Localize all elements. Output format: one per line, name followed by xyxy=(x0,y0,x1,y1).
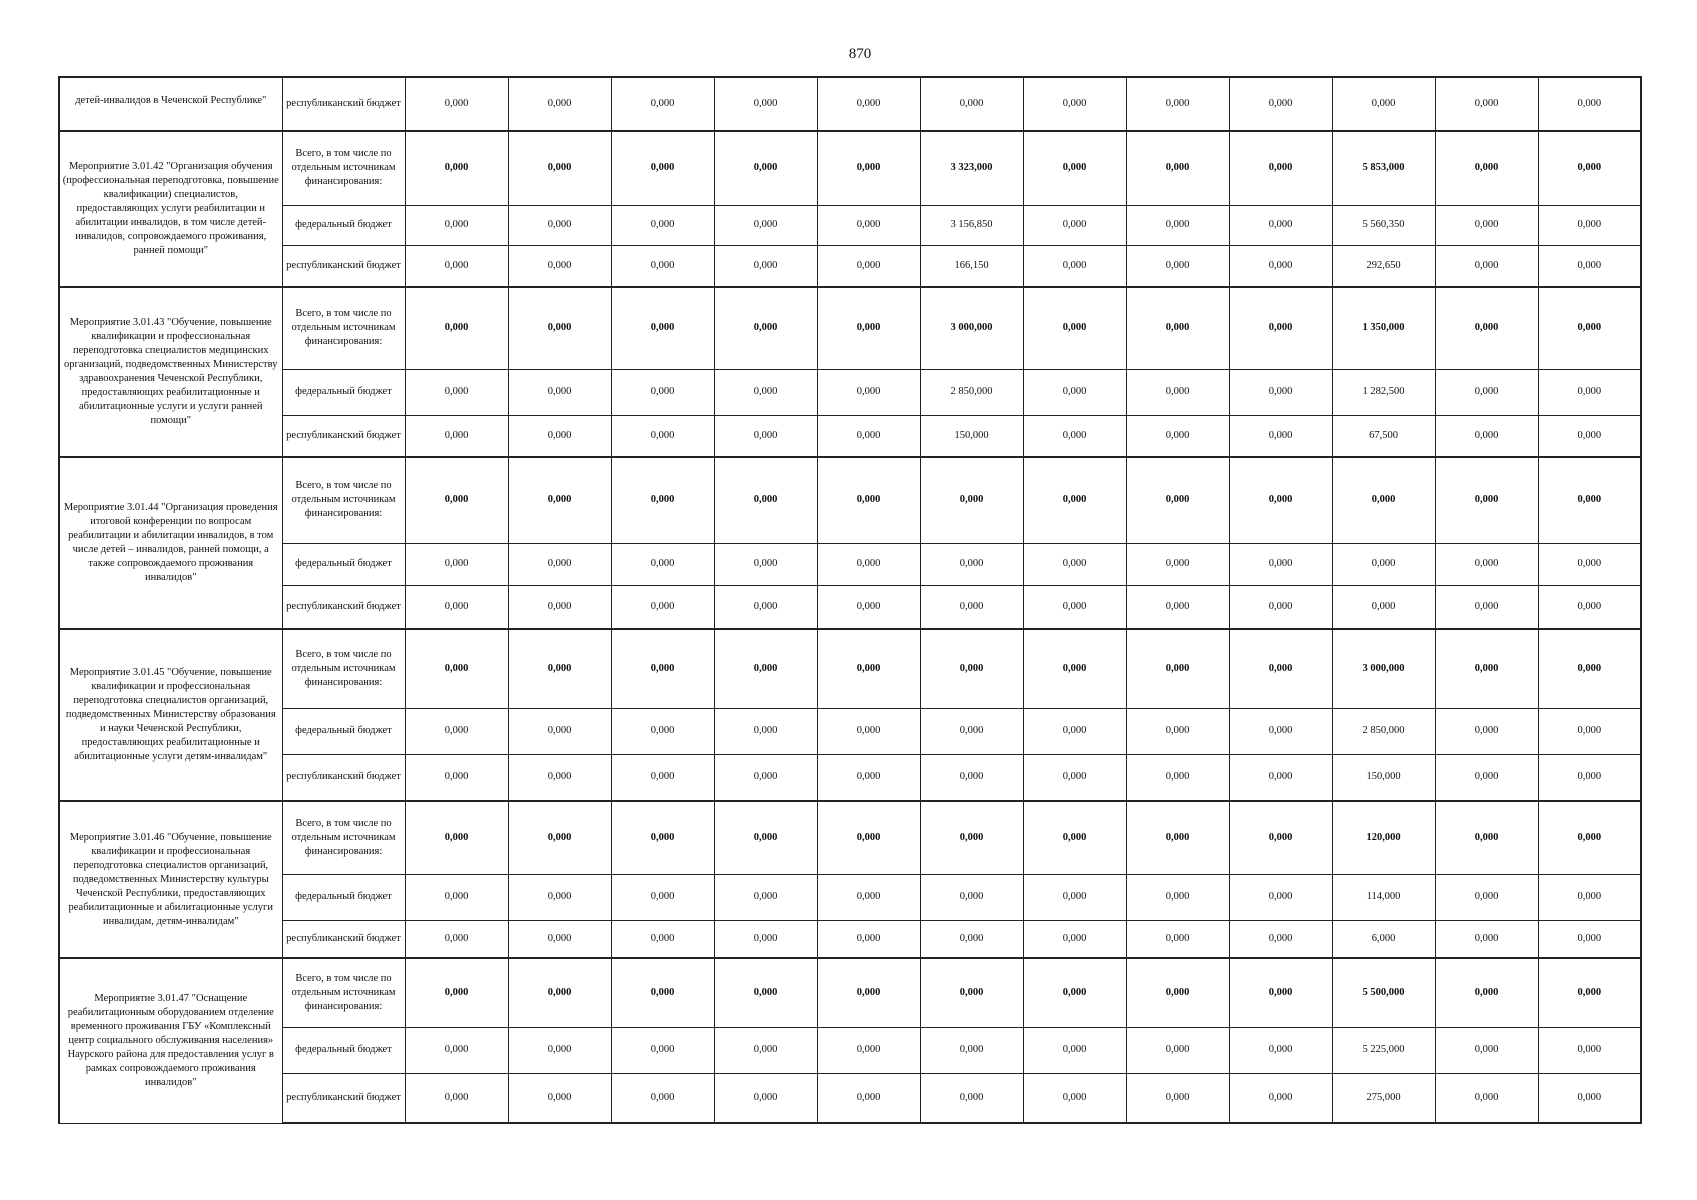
amount-cell: 0,000 xyxy=(508,585,611,629)
amount-cell: 0,000 xyxy=(714,369,817,415)
amount-cell: 0,000 xyxy=(611,457,714,543)
amount-cell: 0,000 xyxy=(508,287,611,369)
amount-cell: 150,000 xyxy=(1332,754,1435,801)
amount-cell: 0,000 xyxy=(508,629,611,708)
amount-cell: 0,000 xyxy=(1538,920,1641,958)
amount-cell: 0,000 xyxy=(1538,205,1641,245)
amount-cell: 0,000 xyxy=(714,415,817,457)
amount-cell: 0,000 xyxy=(714,629,817,708)
amount-cell: 0,000 xyxy=(405,1073,508,1123)
amount-cell: 0,000 xyxy=(1229,245,1332,287)
amount-cell: 5 225,000 xyxy=(1332,1027,1435,1073)
amount-cell: 0,000 xyxy=(1229,369,1332,415)
amount-cell: 0,000 xyxy=(1126,801,1229,874)
amount-cell: 150,000 xyxy=(920,415,1023,457)
financing-table xyxy=(58,76,1642,1124)
amount-cell: 0,000 xyxy=(920,920,1023,958)
amount-cell: 0,000 xyxy=(405,245,508,287)
amount-cell: 0,000 xyxy=(611,245,714,287)
amount-cell: 0,000 xyxy=(1435,77,1538,131)
table-row-total xyxy=(59,287,1641,369)
table-row xyxy=(59,245,1641,287)
funding-source: республиканский бюджет xyxy=(282,77,405,131)
amount-cell: 0,000 xyxy=(1229,205,1332,245)
amount-cell: 0,000 xyxy=(508,1073,611,1123)
amount-cell: 0,000 xyxy=(508,920,611,958)
amount-cell: 0,000 xyxy=(508,369,611,415)
table-row-total xyxy=(59,457,1641,543)
amount-cell: 0,000 xyxy=(1538,754,1641,801)
amount-cell: 0,000 xyxy=(1229,801,1332,874)
amount-cell: 0,000 xyxy=(714,205,817,245)
amount-cell: 0,000 xyxy=(920,754,1023,801)
amount-cell: 0,000 xyxy=(714,874,817,920)
amount-cell: 0,000 xyxy=(920,585,1023,629)
amount-cell: 0,000 xyxy=(1435,1027,1538,1073)
amount-cell: 0,000 xyxy=(1023,457,1126,543)
amount-cell: 0,000 xyxy=(508,415,611,457)
amount-cell: 0,000 xyxy=(1229,77,1332,131)
amount-cell: 0,000 xyxy=(1023,1073,1126,1123)
amount-cell: 0,000 xyxy=(1126,958,1229,1027)
amount-cell: 120,000 xyxy=(1332,801,1435,874)
amount-cell: 0,000 xyxy=(508,958,611,1027)
funding-source: Всего, в том числе по отдельным источникам финансирования: xyxy=(282,131,405,205)
funding-source: Всего, в том числе по отдельным источникам финансирования: xyxy=(282,629,405,708)
table-row xyxy=(59,1073,1641,1123)
amount-cell: 0,000 xyxy=(1126,287,1229,369)
amount-cell: 0,000 xyxy=(1435,543,1538,585)
amount-cell: 0,000 xyxy=(920,543,1023,585)
funding-source: республиканский бюджет xyxy=(282,754,405,801)
amount-cell: 0,000 xyxy=(817,629,920,708)
amount-cell: 0,000 xyxy=(405,629,508,708)
table-row xyxy=(59,205,1641,245)
amount-cell: 0,000 xyxy=(714,801,817,874)
amount-cell: 0,000 xyxy=(1023,1027,1126,1073)
amount-cell: 0,000 xyxy=(1435,205,1538,245)
amount-cell: 0,000 xyxy=(508,245,611,287)
amount-cell: 0,000 xyxy=(1023,287,1126,369)
amount-cell: 0,000 xyxy=(714,1027,817,1073)
amount-cell: 2 850,000 xyxy=(920,369,1023,415)
amount-cell: 0,000 xyxy=(1538,958,1641,1027)
amount-cell: 0,000 xyxy=(1229,1073,1332,1123)
amount-cell: 0,000 xyxy=(405,287,508,369)
amount-cell: 0,000 xyxy=(611,801,714,874)
amount-cell: 0,000 xyxy=(1229,543,1332,585)
amount-cell: 0,000 xyxy=(508,205,611,245)
amount-cell: 0,000 xyxy=(1538,543,1641,585)
amount-cell: 292,650 xyxy=(1332,245,1435,287)
amount-cell: 0,000 xyxy=(611,920,714,958)
amount-cell: 0,000 xyxy=(1023,958,1126,1027)
amount-cell: 0,000 xyxy=(1126,920,1229,958)
amount-cell: 0,000 xyxy=(611,585,714,629)
amount-cell: 0,000 xyxy=(1538,585,1641,629)
amount-cell: 0,000 xyxy=(1538,287,1641,369)
amount-cell: 0,000 xyxy=(1538,131,1641,205)
table-row xyxy=(59,754,1641,801)
amount-cell: 0,000 xyxy=(1538,708,1641,754)
amount-cell: 0,000 xyxy=(714,287,817,369)
amount-cell: 0,000 xyxy=(817,415,920,457)
amount-cell: 0,000 xyxy=(817,958,920,1027)
measure-description xyxy=(59,457,282,629)
amount-cell: 0,000 xyxy=(405,585,508,629)
funding-source: федеральный бюджет xyxy=(282,1027,405,1073)
amount-cell: 3 000,000 xyxy=(920,287,1023,369)
amount-cell: 0,000 xyxy=(817,131,920,205)
amount-cell: 0,000 xyxy=(1126,874,1229,920)
measure-description xyxy=(59,801,282,958)
amount-cell: 0,000 xyxy=(1332,457,1435,543)
amount-cell: 0,000 xyxy=(1126,754,1229,801)
amount-cell: 0,000 xyxy=(1023,543,1126,585)
amount-cell: 0,000 xyxy=(1126,585,1229,629)
table-row xyxy=(59,1027,1641,1073)
table-row xyxy=(59,920,1641,958)
amount-cell: 0,000 xyxy=(817,457,920,543)
amount-cell: 0,000 xyxy=(714,754,817,801)
amount-cell: 0,000 xyxy=(1023,77,1126,131)
funding-source: Всего, в том числе по отдельным источникам финансирования: xyxy=(282,287,405,369)
amount-cell: 0,000 xyxy=(611,958,714,1027)
amount-cell: 0,000 xyxy=(611,754,714,801)
amount-cell: 0,000 xyxy=(817,920,920,958)
amount-cell: 0,000 xyxy=(920,1073,1023,1123)
measure-description xyxy=(59,287,282,457)
amount-cell: 0,000 xyxy=(611,415,714,457)
table-row xyxy=(59,369,1641,415)
amount-cell: 0,000 xyxy=(1435,287,1538,369)
amount-cell: 0,000 xyxy=(817,754,920,801)
amount-cell: 0,000 xyxy=(714,131,817,205)
table-row-total xyxy=(59,958,1641,1027)
amount-cell: 0,000 xyxy=(1229,585,1332,629)
amount-cell: 0,000 xyxy=(405,205,508,245)
amount-cell: 0,000 xyxy=(1538,629,1641,708)
funding-source: республиканский бюджет xyxy=(282,245,405,287)
amount-cell: 0,000 xyxy=(1229,958,1332,1027)
amount-cell: 0,000 xyxy=(405,543,508,585)
amount-cell: 0,000 xyxy=(817,77,920,131)
measure-description-text: Мероприятие 3.01.46 "Обучение, повышение квалификации и профессиональная переподготовка специалистов организаций, подведомственных Министерству культуры Чеченской Республики, предоставляющих реабилитационные и абилитационные услуги инвалидам, детям-инвалидам" xyxy=(68,831,273,927)
table-row xyxy=(59,874,1641,920)
amount-cell: 0,000 xyxy=(405,369,508,415)
amount-cell: 0,000 xyxy=(1126,205,1229,245)
amount-cell: 0,000 xyxy=(1435,874,1538,920)
amount-cell: 0,000 xyxy=(1126,629,1229,708)
amount-cell: 0,000 xyxy=(405,874,508,920)
amount-cell: 0,000 xyxy=(817,245,920,287)
amount-cell: 0,000 xyxy=(405,754,508,801)
amount-cell: 0,000 xyxy=(508,131,611,205)
amount-cell: 1 282,500 xyxy=(1332,369,1435,415)
amount-cell: 0,000 xyxy=(508,874,611,920)
amount-cell: 0,000 xyxy=(920,1027,1023,1073)
amount-cell: 0,000 xyxy=(714,1073,817,1123)
measure-description xyxy=(59,958,282,1123)
amount-cell: 0,000 xyxy=(1126,543,1229,585)
amount-cell: 0,000 xyxy=(508,754,611,801)
funding-source: федеральный бюджет xyxy=(282,708,405,754)
table-row xyxy=(59,415,1641,457)
funding-source: Всего, в том числе по отдельным источникам финансирования: xyxy=(282,958,405,1027)
amount-cell: 0,000 xyxy=(405,708,508,754)
amount-cell: 0,000 xyxy=(1229,1027,1332,1073)
amount-cell: 0,000 xyxy=(1435,415,1538,457)
amount-cell: 6,000 xyxy=(1332,920,1435,958)
amount-cell: 0,000 xyxy=(405,77,508,131)
amount-cell: 0,000 xyxy=(714,708,817,754)
amount-cell: 0,000 xyxy=(1538,1073,1641,1123)
amount-cell: 0,000 xyxy=(611,205,714,245)
amount-cell: 0,000 xyxy=(611,287,714,369)
amount-cell: 0,000 xyxy=(1435,585,1538,629)
amount-cell: 0,000 xyxy=(1023,708,1126,754)
amount-cell: 0,000 xyxy=(817,369,920,415)
amount-cell: 0,000 xyxy=(1023,629,1126,708)
amount-cell: 0,000 xyxy=(920,874,1023,920)
amount-cell: 0,000 xyxy=(1126,77,1229,131)
amount-cell: 5 560,350 xyxy=(1332,205,1435,245)
table-row-total xyxy=(59,629,1641,708)
amount-cell: 0,000 xyxy=(714,457,817,543)
amount-cell: 0,000 xyxy=(1229,131,1332,205)
page-number: 870 xyxy=(848,46,872,62)
amount-cell: 0,000 xyxy=(1229,287,1332,369)
amount-cell: 0,000 xyxy=(1538,369,1641,415)
amount-cell: 0,000 xyxy=(714,77,817,131)
amount-cell: 0,000 xyxy=(1126,131,1229,205)
funding-source: федеральный бюджет xyxy=(282,205,405,245)
amount-cell: 0,000 xyxy=(405,415,508,457)
amount-cell: 0,000 xyxy=(714,920,817,958)
amount-cell: 3 156,850 xyxy=(920,205,1023,245)
measure-description xyxy=(59,77,282,131)
amount-cell: 0,000 xyxy=(714,245,817,287)
amount-cell: 0,000 xyxy=(1023,920,1126,958)
funding-source: республиканский бюджет xyxy=(282,415,405,457)
amount-cell: 0,000 xyxy=(817,708,920,754)
funding-source: Всего, в том числе по отдельным источникам финансирования: xyxy=(282,457,405,543)
amount-cell: 0,000 xyxy=(1229,629,1332,708)
measure-description-text: Мероприятие 3.01.45 "Обучение, повышение квалификации и профессиональная переподготовка специалистов организаций, подведомственных Министерству образования и науки Чеченской Республики, предоставляющих реабилитационные и абилитационные услуги детям-инвалидам" xyxy=(65,667,276,762)
amount-cell: 0,000 xyxy=(1538,457,1641,543)
amount-cell: 0,000 xyxy=(1538,77,1641,131)
amount-cell: 0,000 xyxy=(1126,415,1229,457)
amount-cell: 0,000 xyxy=(508,457,611,543)
amount-cell: 0,000 xyxy=(1023,245,1126,287)
amount-cell: 0,000 xyxy=(611,543,714,585)
amount-cell: 0,000 xyxy=(611,629,714,708)
amount-cell: 0,000 xyxy=(1435,245,1538,287)
measure-description-text: Мероприятие 3.01.47 "Оснащение реабилитационным оборудованием отделение временного проживания ГБУ «Комплексный центр социального обслуживания населения» Наурского района для предоставления услуг в рамках сопровождаемого проживания инвалидов" xyxy=(67,992,274,1088)
amount-cell: 0,000 xyxy=(508,543,611,585)
amount-cell: 0,000 xyxy=(1229,415,1332,457)
amount-cell: 0,000 xyxy=(714,543,817,585)
amount-cell: 0,000 xyxy=(1435,958,1538,1027)
amount-cell: 0,000 xyxy=(1435,369,1538,415)
amount-cell: 3 323,000 xyxy=(920,131,1023,205)
amount-cell: 0,000 xyxy=(1023,131,1126,205)
amount-cell: 0,000 xyxy=(1332,585,1435,629)
table-row-total xyxy=(59,801,1641,874)
amount-cell: 0,000 xyxy=(1229,457,1332,543)
measure-description-text: Мероприятие 3.01.42 "Организация обучения (профессиональная переподготовка, повышение квалификации) специалистов, предоставляющих услуги реабилитации и абилитации инвалидов, в том числе детей-инвалидов, сопровождаемого проживания, ранней помощи" xyxy=(62,161,279,256)
amount-cell: 0,000 xyxy=(1023,801,1126,874)
amount-cell: 0,000 xyxy=(920,958,1023,1027)
amount-cell: 0,000 xyxy=(1023,754,1126,801)
amount-cell: 0,000 xyxy=(1229,754,1332,801)
amount-cell: 0,000 xyxy=(1435,708,1538,754)
amount-cell: 0,000 xyxy=(920,708,1023,754)
amount-cell: 0,000 xyxy=(817,1027,920,1073)
amount-cell: 0,000 xyxy=(1538,874,1641,920)
table-row xyxy=(59,585,1641,629)
table-body xyxy=(59,77,1641,1123)
amount-cell: 3 000,000 xyxy=(1332,629,1435,708)
amount-cell: 0,000 xyxy=(920,457,1023,543)
amount-cell: 0,000 xyxy=(817,543,920,585)
amount-cell: 0,000 xyxy=(405,457,508,543)
measure-description xyxy=(59,629,282,801)
funding-source: федеральный бюджет xyxy=(282,369,405,415)
funding-source: республиканский бюджет xyxy=(282,1073,405,1123)
amount-cell: 67,500 xyxy=(1332,415,1435,457)
amount-cell: 5 853,000 xyxy=(1332,131,1435,205)
amount-cell: 0,000 xyxy=(611,708,714,754)
amount-cell: 0,000 xyxy=(405,131,508,205)
amount-cell: 0,000 xyxy=(508,801,611,874)
amount-cell: 0,000 xyxy=(1023,585,1126,629)
amount-cell: 0,000 xyxy=(611,131,714,205)
amount-cell: 0,000 xyxy=(714,958,817,1027)
amount-cell: 0,000 xyxy=(1126,245,1229,287)
amount-cell: 0,000 xyxy=(920,629,1023,708)
amount-cell: 0,000 xyxy=(1126,1027,1229,1073)
funding-source: республиканский бюджет xyxy=(282,585,405,629)
amount-cell: 0,000 xyxy=(1229,874,1332,920)
measure-description xyxy=(59,131,282,287)
amount-cell: 0,000 xyxy=(817,205,920,245)
amount-cell: 0,000 xyxy=(1435,754,1538,801)
amount-cell: 0,000 xyxy=(1538,1027,1641,1073)
table-row xyxy=(59,543,1641,585)
amount-cell: 5 500,000 xyxy=(1332,958,1435,1027)
amount-cell: 0,000 xyxy=(611,874,714,920)
amount-cell: 0,000 xyxy=(1023,369,1126,415)
amount-cell: 0,000 xyxy=(405,1027,508,1073)
amount-cell: 0,000 xyxy=(1126,457,1229,543)
amount-cell: 0,000 xyxy=(1435,131,1538,205)
amount-cell: 0,000 xyxy=(611,1073,714,1123)
amount-cell: 0,000 xyxy=(1435,920,1538,958)
amount-cell: 0,000 xyxy=(611,1027,714,1073)
amount-cell: 0,000 xyxy=(1229,920,1332,958)
amount-cell: 0,000 xyxy=(817,1073,920,1123)
amount-cell: 0,000 xyxy=(1126,708,1229,754)
amount-cell: 0,000 xyxy=(1332,543,1435,585)
amount-cell: 0,000 xyxy=(1023,415,1126,457)
amount-cell: 0,000 xyxy=(508,77,611,131)
amount-cell: 0,000 xyxy=(817,874,920,920)
amount-cell: 0,000 xyxy=(817,801,920,874)
amount-cell: 0,000 xyxy=(611,77,714,131)
amount-cell: 114,000 xyxy=(1332,874,1435,920)
amount-cell: 0,000 xyxy=(1229,708,1332,754)
amount-cell: 2 850,000 xyxy=(1332,708,1435,754)
table-row xyxy=(59,708,1641,754)
amount-cell: 0,000 xyxy=(405,958,508,1027)
amount-cell: 0,000 xyxy=(1538,415,1641,457)
amount-cell: 0,000 xyxy=(817,287,920,369)
amount-cell: 0,000 xyxy=(817,585,920,629)
funding-source: республиканский бюджет xyxy=(282,920,405,958)
funding-source: федеральный бюджет xyxy=(282,543,405,585)
amount-cell: 0,000 xyxy=(1126,1073,1229,1123)
amount-cell: 0,000 xyxy=(1435,457,1538,543)
amount-cell: 0,000 xyxy=(611,369,714,415)
amount-cell: 0,000 xyxy=(1435,801,1538,874)
amount-cell: 0,000 xyxy=(1332,77,1435,131)
amount-cell: 0,000 xyxy=(508,1027,611,1073)
measure-description-text: Мероприятие 3.01.43 "Обучение, повышение квалификации и профессиональная переподготовка специалистов медицинских организаций, подведомственных Министерству здравоохранения Чеченской Республики, предоставляющих реабилитационные и абилитационные услуги и услуги ранней помощи" xyxy=(64,317,278,426)
amount-cell: 0,000 xyxy=(1538,801,1641,874)
amount-cell: 0,000 xyxy=(405,801,508,874)
amount-cell: 0,000 xyxy=(1126,369,1229,415)
amount-cell: 275,000 xyxy=(1332,1073,1435,1123)
amount-cell: 0,000 xyxy=(1435,629,1538,708)
table-row xyxy=(59,77,1641,131)
amount-cell: 0,000 xyxy=(508,708,611,754)
amount-cell: 0,000 xyxy=(1538,245,1641,287)
amount-cell: 0,000 xyxy=(714,585,817,629)
amount-cell: 0,000 xyxy=(920,77,1023,131)
amount-cell: 1 350,000 xyxy=(1332,287,1435,369)
funding-source: федеральный бюджет xyxy=(282,874,405,920)
amount-cell: 0,000 xyxy=(1023,205,1126,245)
funding-source: Всего, в том числе по отдельным источникам финансирования: xyxy=(282,801,405,874)
amount-cell: 0,000 xyxy=(405,920,508,958)
measure-description-text: Мероприятие 3.01.44 "Организация проведения итоговой конференции по вопросам реабилитации и абилитации инвалидов, в том числе детей – инвалидов, ранней помощи, а также сопровождаемого проживания инвалидов" xyxy=(63,502,278,583)
amount-cell: 0,000 xyxy=(1023,874,1126,920)
measure-description-text: детей-инвалидов в Чеченской Республике" xyxy=(75,95,267,106)
table-row-total xyxy=(59,131,1641,205)
amount-cell: 0,000 xyxy=(1435,1073,1538,1123)
amount-cell: 166,150 xyxy=(920,245,1023,287)
amount-cell: 0,000 xyxy=(920,801,1023,874)
